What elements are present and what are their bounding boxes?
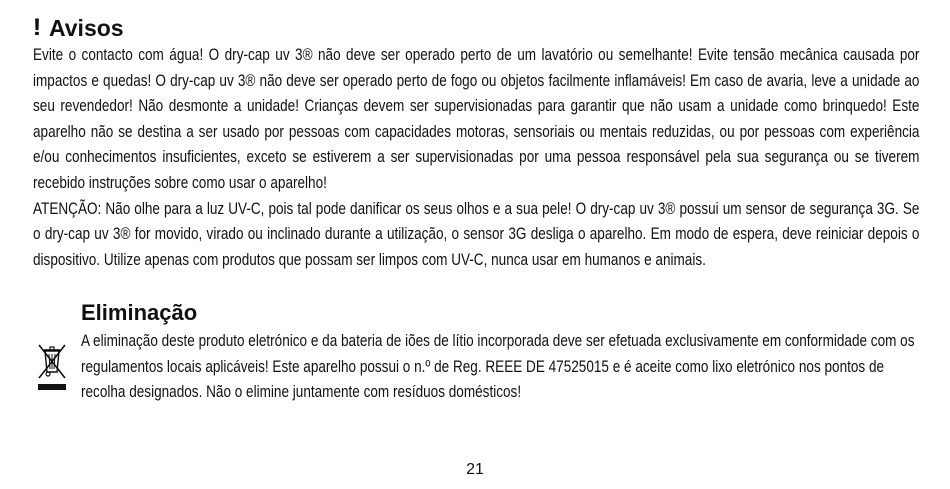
avisos-paragraph-1: Evite o contacto com água! O dry-cap uv 3® não deve ser operado perto de um lavatório ou semelhante! Evite tensão mecânica causada por impactos e quedas! O dry-cap uv 3® não deve ser operado perto de fogo ou objetos facilmente inflamáveis! Em caso de avaria, leve a unidade ao seu revendedor! Não desmonte a unidade! Crianças devem ser supervisionadas para garantir que não usam a unidade como brinquedo! Este aparelho não se destina a ser usado por pessoas com capacidades motoras, sensoriais ou mentais reduzidas, ou por pessoas com experiência e/ou conhecimentos insuficientes, exceto se estiverem a ser supervisionadas por uma pessoa responsável pela sua segurança ou se tiverem recebido instruções sobre como usar o aparelho! [33,45,920,192]
eliminacao-body [81,328,923,405]
avisos-paragraph-2: ATENÇÃO: Não olhe para a luz UV-C, pois tal pode danificar os seus olhos e a sua pele! O dry-cap uv 3® possui um sensor de segurança 3G. Se o dry-cap uv 3® for movido, virado ou inclinado durante a utilização, o sensor 3G desliga o aparelho. Em modo de espera, deve reiniciar depois o dispositivo. Utilize apenas com produtos que possam ser limpos com UV-C, nunca usar em humanos e animais. [33,198,920,269]
avisos-title: Avisos [49,15,124,41]
crossed-out-wheelie-bin-icon [35,342,69,392]
eliminacao-paragraph: A eliminação deste produto eletrónico e da bateria de iões de lítio incorporada deve ser efetuada exclusivamente em conformidade com os regulamentos locais aplicáveis! Este aparelho possui o n.º de Reg. REEE DE 47525015 e é aceite como lixo eletrónico nos pontos de recolha designados. Não o elimine juntamente com resíduos domésticos! [81,331,915,402]
avisos-body [33,42,919,272]
exclamation-icon: ! [32,14,42,41]
page-number: 21 [466,461,484,478]
avisos-heading [33,14,124,42]
eliminacao-title: Eliminação [81,300,198,325]
